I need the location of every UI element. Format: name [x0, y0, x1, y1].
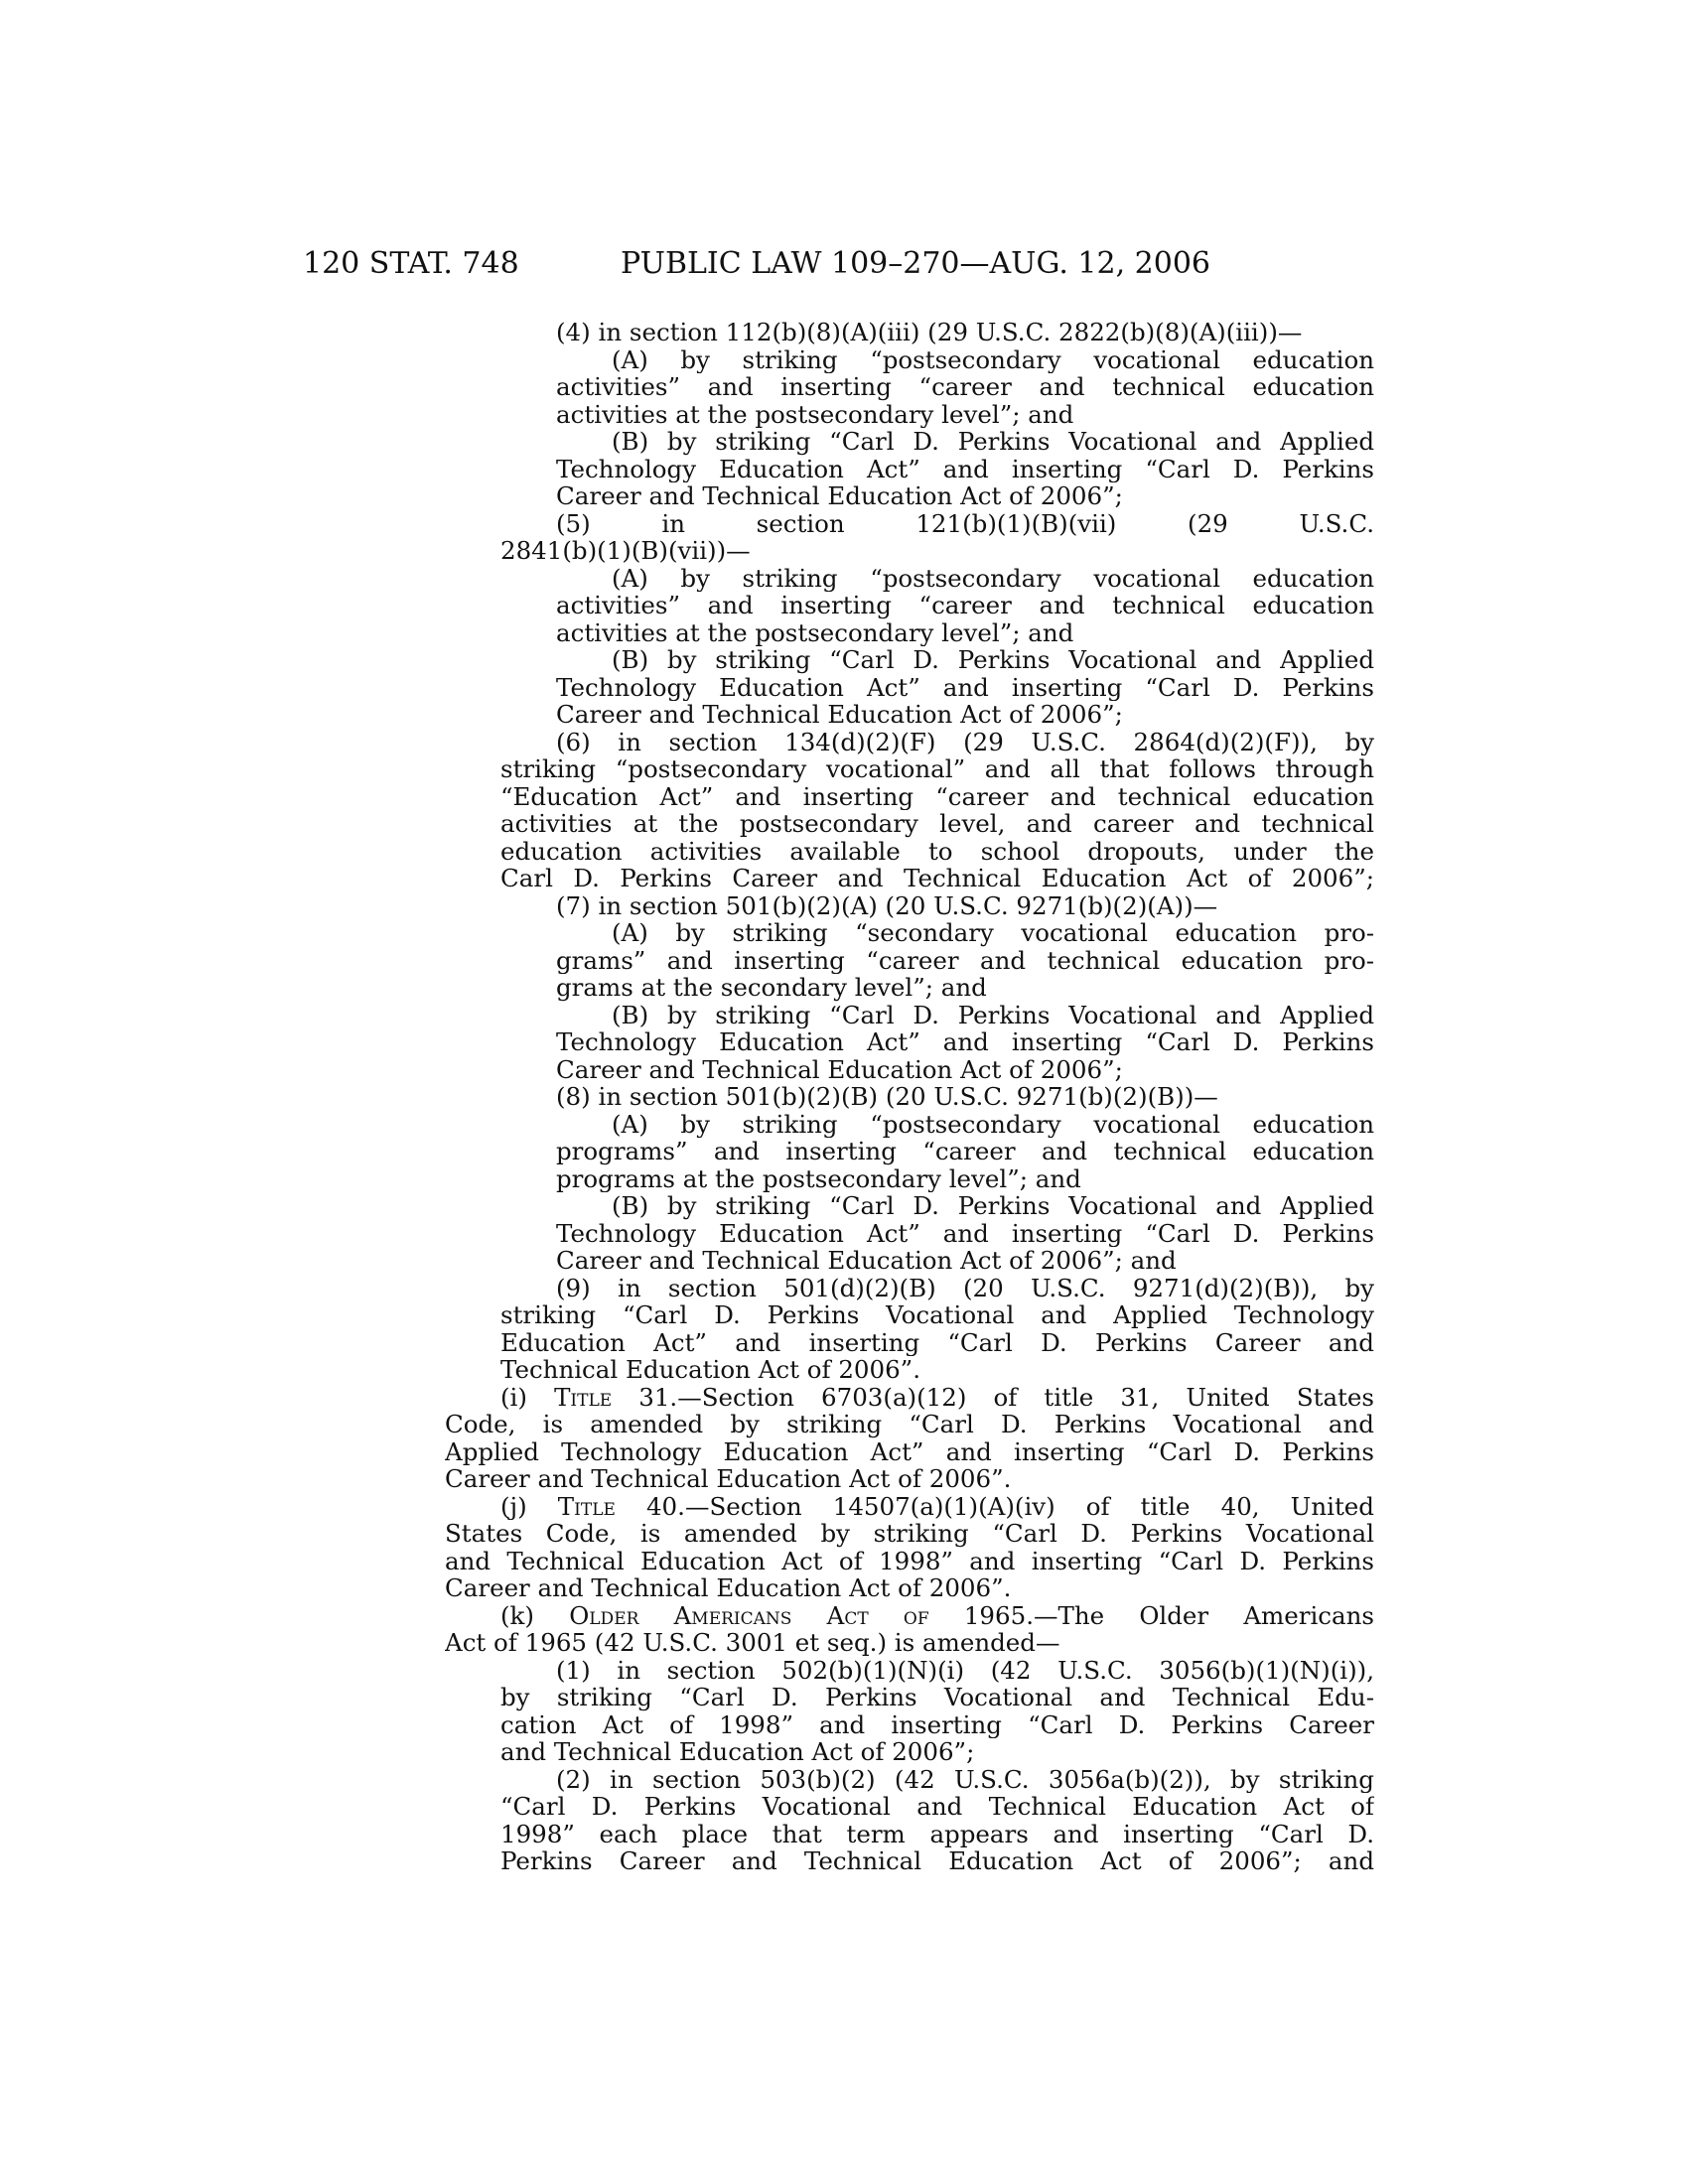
line-text: (8) in section 501(b)(2)(B) (20 U.S.C. 9271(b)(2)(B))—: [556, 1083, 1218, 1111]
body-line: [500, 783, 1374, 811]
body-line: (i) Title 31.—Section 6703(a)(12) of title 31, United States: [500, 1383, 1374, 1411]
line-text: (7) in section 501(b)(2)(A) (20 U.S.C. 9271(b)(2)(A))—: [556, 891, 1218, 919]
body-line: [612, 1002, 1374, 1029]
section-heading: Title 31.: [554, 1383, 678, 1411]
line-text: education activities available to school dropouts, under the: [500, 837, 1374, 865]
line-text: Career and Technical Education Act of 2006”;: [556, 482, 1123, 510]
body-line: [500, 537, 1374, 565]
body-line: [556, 1275, 1374, 1302]
body-line: [445, 1438, 1374, 1466]
line-text: grams” and inserting “career and technical education pro-: [556, 946, 1374, 974]
statute-page-number: 120 STAT. 748: [303, 246, 519, 281]
line-text: Career and Technical Education Act of 2006”.: [445, 1574, 1012, 1602]
line-text: Career and Technical Education Act of 2006”.: [445, 1465, 1012, 1493]
body-line: [500, 838, 1374, 866]
line-text: (9) in section 501(d)(2)(B) (20 U.S.C. 9271(d)(2)(B)), by: [556, 1274, 1374, 1301]
body-line: [556, 1165, 1374, 1193]
body-line: [612, 428, 1374, 456]
body-line: [556, 729, 1374, 756]
body-line: [556, 1657, 1374, 1685]
body-line: [556, 482, 1374, 510]
running-title: PUBLIC LAW 109–270—AUG. 12, 2006: [621, 246, 1211, 281]
body-line: [556, 619, 1374, 647]
line-text: activities at the postsecondary level”; and: [556, 400, 1074, 428]
line-text: Technology Education Act” and inserting “Carl D. Perkins: [556, 673, 1374, 701]
body-line: [612, 646, 1374, 674]
line-text: Applied Technology Education Act” and inserting “Carl D. Perkins: [445, 1437, 1374, 1465]
body-line: [612, 1111, 1374, 1139]
line-text: “Education Act” and inserting “career and technical education: [500, 782, 1374, 810]
body-line: [556, 892, 1374, 920]
body-line: [556, 701, 1374, 729]
body-line: [500, 1356, 1374, 1384]
body-line: [556, 401, 1374, 429]
line-text: 1998” each place that term appears and inserting “Carl D.: [500, 1820, 1374, 1847]
line-text: (2) in section 503(b)(2) (42 U.S.C. 3056a(b)(2)), by striking: [556, 1765, 1374, 1793]
line-text: (A) by striking “postsecondary vocational education: [612, 1110, 1374, 1138]
line-text: 2841(b)(1)(B)(vii))—: [500, 537, 751, 565]
body-line: [612, 919, 1374, 947]
body-line: (k) Older Americans Act of 1965.—The Older Americans: [500, 1601, 1374, 1629]
line-text: Act of 1965 (42 U.S.C. 3001 et seq.) is amended—: [445, 1629, 1060, 1657]
line-text: (5) in section 121(b)(1)(B)(vii) (29 U.S.C.: [556, 509, 1374, 537]
line-text: (4) in section 112(b)(8)(A)(iii) (29 U.S.C. 2822(b)(8)(A)(iii))—: [556, 319, 1303, 346]
body-line: [556, 947, 1374, 975]
body-line: [612, 1192, 1374, 1220]
body-line: [556, 1028, 1374, 1056]
line-text: by striking “Carl D. Perkins Vocational and Technical Edu-: [500, 1684, 1374, 1711]
line-text: striking “postsecondary vocational” and all that follows through: [500, 755, 1374, 783]
body-line: [556, 1766, 1374, 1794]
line-text: and Technical Education Act of 2006”;: [500, 1738, 975, 1766]
body-line: [500, 1793, 1374, 1821]
body-line: [500, 1684, 1374, 1711]
line-text: programs” and inserting “career and technical education: [556, 1138, 1374, 1165]
line-text: (1) in section 502(b)(1)(N)(i) (42 U.S.C. 3056(b)(1)(N)(i)),: [556, 1656, 1374, 1684]
line-text: States Code, is amended by striking “Carl D. Perkins Vocational: [445, 1520, 1374, 1548]
body-line: [500, 1301, 1374, 1329]
body-line: [556, 974, 1374, 1002]
body-line: [445, 1574, 1374, 1602]
line-text: (6) in section 134(d)(2)(F) (29 U.S.C. 2864(d)(2)(F)), by: [556, 728, 1374, 755]
line-text: Technical Education Act of 2006”.: [500, 1356, 920, 1384]
body-line: [556, 674, 1374, 702]
line-text: Career and Technical Education Act of 2006”;: [556, 701, 1123, 729]
body-line: [500, 810, 1374, 838]
body-line: [500, 1738, 1374, 1766]
body-line: [556, 319, 1374, 346]
body-line: [612, 346, 1374, 374]
body-line: [445, 1411, 1374, 1438]
body-line: [445, 1548, 1374, 1575]
line-text: “Carl D. Perkins Vocational and Technical Education Act of: [500, 1793, 1374, 1821]
body-line: (j) Title 40.—Section 14507(a)(1)(A)(iv) of title 40, United: [500, 1492, 1374, 1520]
section-heading: Title 40.: [557, 1492, 685, 1520]
body-line: [445, 1465, 1374, 1493]
line-text: Technology Education Act” and inserting “Carl D. Perkins: [556, 455, 1374, 482]
line-text: Education Act” and inserting “Carl D. Perkins Career and: [500, 1328, 1374, 1356]
body-line: [445, 1629, 1374, 1657]
line-text: (A) by striking “secondary vocational education pro-: [612, 919, 1374, 947]
line-text: activities at the postsecondary level”; and: [556, 618, 1074, 646]
line-text: (B) by striking “Carl D. Perkins Vocational and Applied: [612, 1001, 1374, 1028]
line-text: striking “Carl D. Perkins Vocational and Applied Technology: [500, 1301, 1374, 1329]
line-text: programs at the postsecondary level”; and: [556, 1164, 1081, 1192]
line-text: Career and Technical Education Act of 2006”; and: [556, 1247, 1177, 1275]
body-line: [556, 592, 1374, 619]
body-line: [556, 1220, 1374, 1248]
body-line: [500, 1329, 1374, 1357]
line-text: activities at the postsecondary level, and career and technical: [500, 810, 1374, 838]
body-line: [556, 1138, 1374, 1165]
section-heading: Older Americans Act of 1965.: [569, 1601, 1034, 1629]
body-line: [612, 565, 1374, 593]
line-text: Career and Technical Education Act of 2006”;: [556, 1055, 1123, 1083]
body-line: [556, 373, 1374, 401]
body-line: [556, 1083, 1374, 1111]
line-text: Code, is amended by striking “Carl D. Perkins Vocational and: [445, 1411, 1374, 1438]
line-text: (B) by striking “Carl D. Perkins Vocational and Applied: [612, 646, 1374, 674]
body-line: [556, 1056, 1374, 1084]
page-header: [303, 244, 1375, 284]
line-text: activities” and inserting “career and technical education: [556, 373, 1374, 401]
line-text: (A) by striking “postsecondary vocational education: [612, 564, 1374, 592]
line-text: activities” and inserting “career and technical education: [556, 592, 1374, 619]
body-line: [556, 456, 1374, 483]
body-line: [500, 1847, 1374, 1875]
line-text: Technology Education Act” and inserting “Carl D. Perkins: [556, 1028, 1374, 1056]
body-line: [500, 755, 1374, 783]
statute-body: [445, 319, 1374, 1875]
body-line: [500, 865, 1374, 892]
body-line: [556, 510, 1374, 538]
line-text: (B) by striking “Carl D. Perkins Vocational and Applied: [612, 1192, 1374, 1220]
line-text: Carl D. Perkins Career and Technical Education Act of 2006”;: [500, 865, 1374, 892]
line-text: and Technical Education Act of 1998” and inserting “Carl D. Perkins: [445, 1547, 1374, 1574]
line-text: (A) by striking “postsecondary vocational education: [612, 345, 1374, 373]
body-line: [500, 1821, 1374, 1848]
line-text: grams at the secondary level”; and: [556, 974, 987, 1002]
line-text: cation Act of 1998” and inserting “Carl D. Perkins Career: [500, 1710, 1374, 1738]
body-line: [500, 1711, 1374, 1739]
line-text: Perkins Career and Technical Education Act of 2006”; and: [500, 1847, 1374, 1875]
body-line: [556, 1247, 1374, 1275]
line-text: Technology Education Act” and inserting “Carl D. Perkins: [556, 1219, 1374, 1247]
line-text: (B) by striking “Carl D. Perkins Vocational and Applied: [612, 428, 1374, 456]
body-line: [445, 1520, 1374, 1548]
